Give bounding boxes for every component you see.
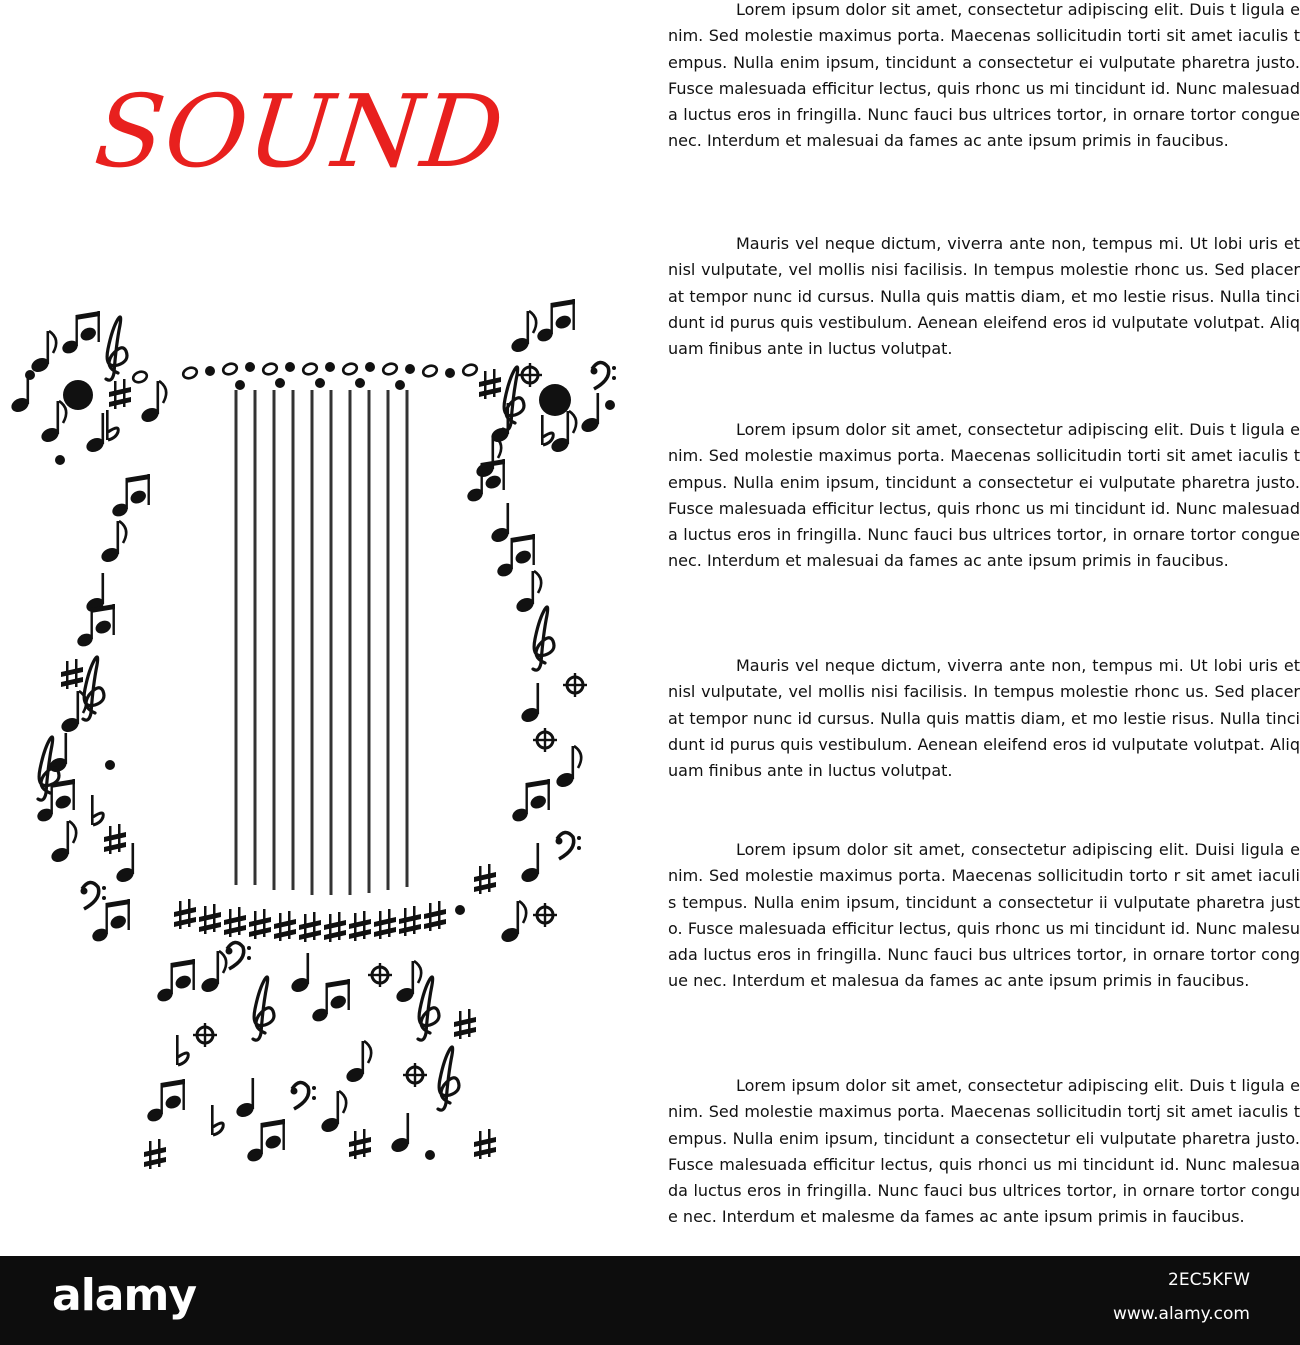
body-paragraph-6: Lorem ipsum dolor sit amet, consectetur adipiscing elit. Duis t ligula enim. Sed molestie maximus porta. Maecenas sollicitudin tortj sit amet iaculis tempus. Nulla enim ipsum, tincidunt a consectetur eli vulputate pharetra justo. Fusce malesuada efficitur lectus, quis rhonci us mi tincidunt id. Nunc malesuada luctus eros in fringilla. Nunc fauci bus ultrices tortor, in ornare tortor congue nec. Interdum et malesme da fames ac ante ipsum primis in faucibus. xyxy=(668,1076,1300,1227)
body-paragraph-1: Lorem ipsum dolor sit amet, consectetur adipiscing elit. Duis t ligula enim. Sed molestie maximus porta. Maecenas sollicitudin torti sit amet iaculis tempus. Nulla enim ipsum, tincidunt a consectetur ei vulputate pharetra justo. Fusce malesuada efficitur lectus, quis rhonc us mi tincidunt id. Nunc malesuada luctus eros in fringilla. Nunc fauci bus ultrices tortor, in ornare tortor congue nec. Interdum et malesuai da fames ac ante ipsum primis in faucibus. xyxy=(668,0,1300,151)
page-title: SOUND xyxy=(89,73,510,190)
body-paragraph-4: Mauris vel neque dictum, viverra ante non, tempus mi. Ut lobi uris et nisl vulputate, vel mollis nisi facilisis. In tempus molestie rhonc us. Sed placerat tempor nunc id cursus. Nulla quis mattis diam, et mo lestie risus. Nulla tincidunt id purus quis vestibulum. Aenean eleifend eros id vulputate volutpat. Aliquam finibus ante in luctus volutpat. xyxy=(668,656,1300,781)
image-id: 2EC5KFW xyxy=(1168,1270,1250,1290)
body-paragraph-3: Lorem ipsum dolor sit amet, consectetur adipiscing elit. Duis t ligula enim. Sed molestie maximus porta. Maecenas sollicitudin torti sit amet iaculis tempus. Nulla enim ipsum, tincidunt a consectetur ei vulputate pharetra justo. Fusce malesuada efficitur lectus, quis rhonc us mi tincidunt id. Nunc malesuada luctus eros in fringilla. Nunc fauci bus ultrices tortor, in ornare tortor congue nec. Interdum et malesuai da fames ac ante ipsum primis in faucibus. xyxy=(668,420,1300,571)
lyre-of-music-notes-icon xyxy=(0,295,640,1175)
site-url: www.alamy.com xyxy=(1112,1304,1250,1324)
watermark-footer xyxy=(0,1256,1300,1345)
alamy-logo: alamy xyxy=(52,1270,196,1321)
body-paragraph-5: Lorem ipsum dolor sit amet, consectetur adipiscing elit. Duisi ligula enim. Sed molestie maximus porta. Maecenas sollicitudin torto r sit amet iaculis tempus. Nulla enim ipsum, tincidunt a consectetur ii vulputate pharetra justo. Fusce malesuada efficitur lectus, quis rhonc us mi tincidunt id. Nunc malesuada luctus eros in fringilla. Nunc fauci bus ultrices tortor, in ornare tortor congue nec. Interdum et malesua da fames ac ante ipsum primis in faucibus. xyxy=(668,840,1300,991)
body-paragraph-2: Mauris vel neque dictum, viverra ante non, tempus mi. Ut lobi uris et nisl vulputate, vel mollis nisi facilisis. In tempus molestie rhonc us. Sed placerat tempor nunc id cursus. Nulla quis mattis diam, et mo lestie risus. Nulla tincidunt id purus quis vestibulum. Aenean eleifend eros id vulputate volutpat. Aliquam finibus ante in luctus volutpat. xyxy=(668,234,1300,359)
